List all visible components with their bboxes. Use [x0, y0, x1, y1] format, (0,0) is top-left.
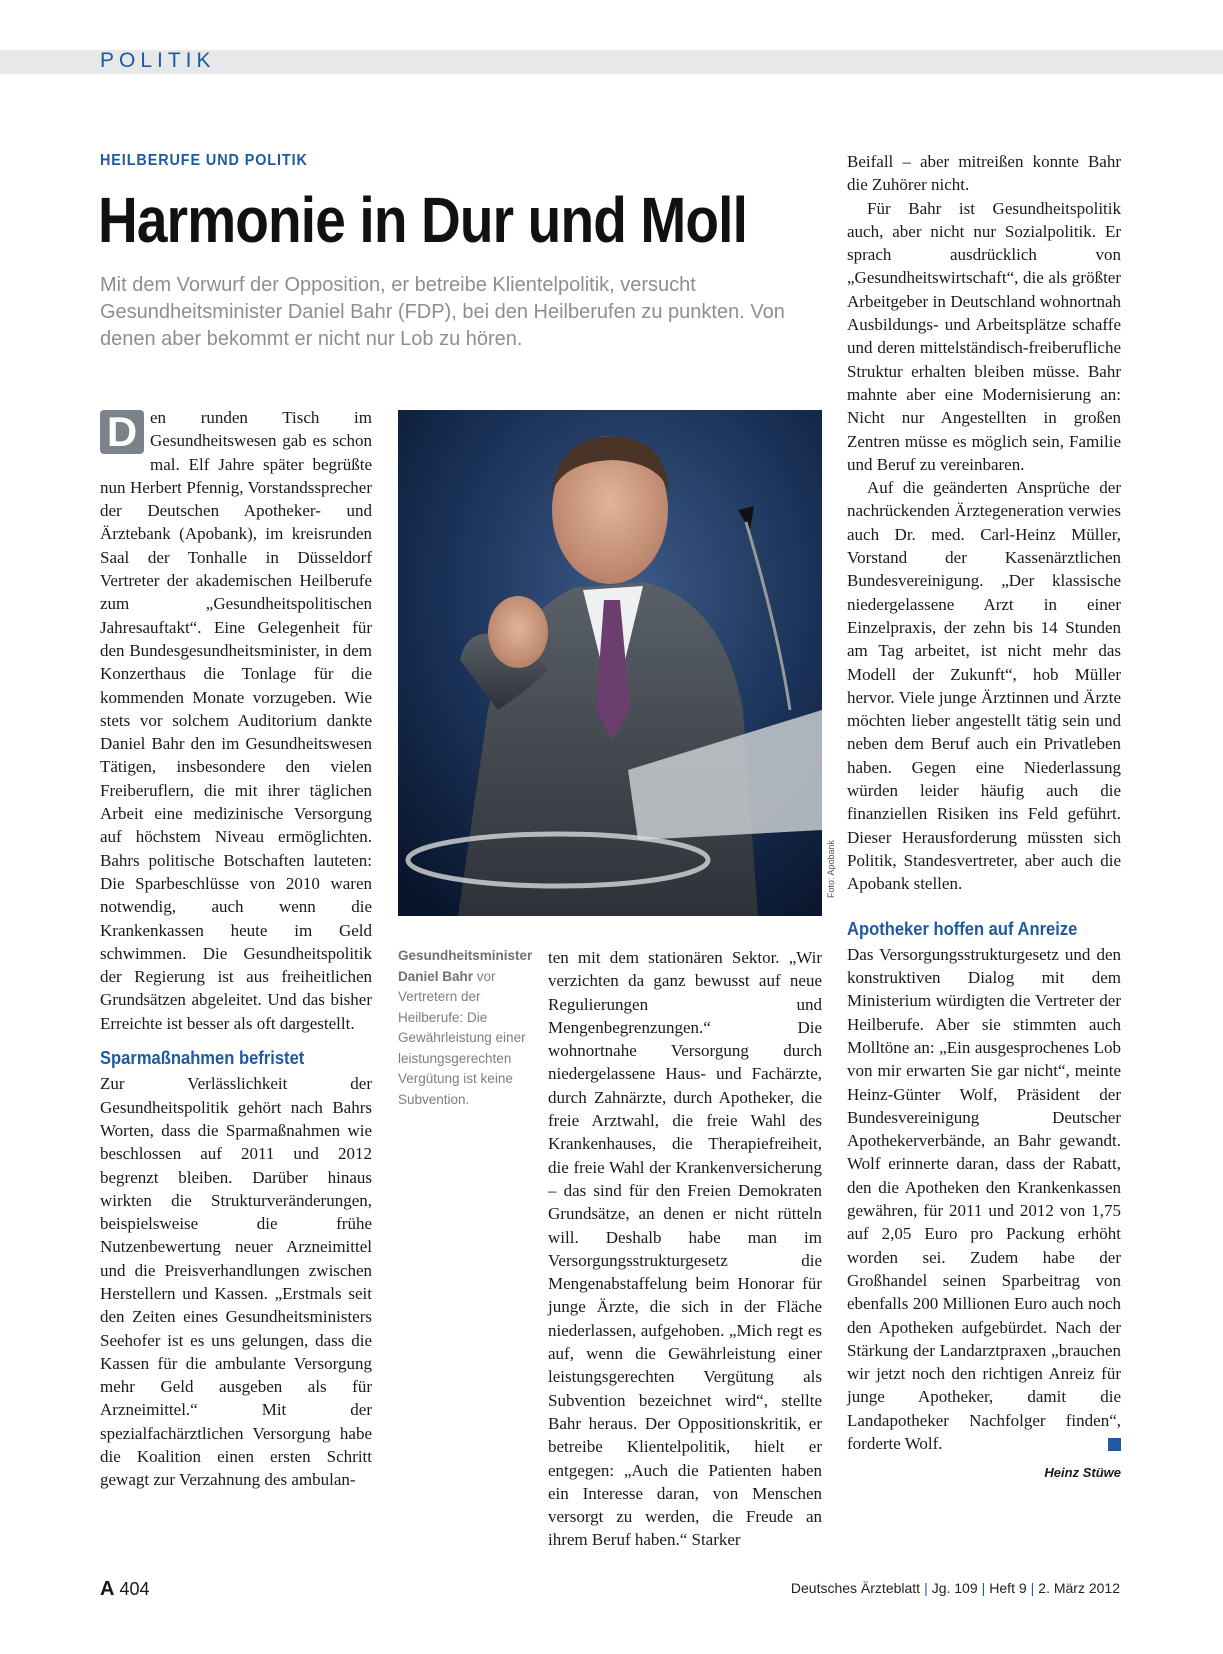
photo-illustration — [398, 410, 822, 916]
separator: | — [924, 1580, 928, 1596]
subheading: Sparmaßnahmen befristet — [100, 1048, 305, 1069]
page-number — [100, 1578, 150, 1601]
section-label: POLITIK — [100, 49, 216, 72]
journal-name: Deutsches Ärzteblatt — [790, 1580, 921, 1596]
headline: Harmonie in Dur und Moll — [98, 184, 748, 256]
paragraph: Zur Verlässlichkeit der Gesundheitspolitik gehört nach Bahrs Worten, dass die Sparmaßnahmen wie beschlossen auf 2011 und 2012 begrenzt bleiben. Darüber hinaus wirkten die Strukturveränderungen, beispielsweise die frühe Nutzenbewertung neuer Arzneimittel und die Preisverhandlungen zwischen Herstellern und Kassen. „Erstmals seit den Zeiten eines Gesundheitsministers Seehofer ist es uns gelungen, dass die Kassen für die ambulante Versorgung mehr Geld ausgeben als für Arzneimittel.“ Mit der spezialfachärztlichen Versorgung habe die Koalition einen ersten Schritt gewagt zur Verzahnung des ambulan- — [100, 1074, 372, 1490]
paragraph: Auf die geänderten Ansprüche der nachrückenden Ärztegeneration verwies auch Dr. med. Carl-Heinz Müller, Vorstand der Kassenärztlichen Bundesvereinigung. „Der klassische niedergelassene Arzt in einer Einzelpraxis, der zehn bis 14 Stunden am Tag arbeitet, ist nicht mehr das Modell der Zukunft“, hob Müller hervor. Viele junge Ärztinnen und Ärzte möchten lieber angestellt tätig sein und neben dem Beruf auch ein Privatleben haben. Gegen eine Niederlassung würden leider häufig auch die finanziellen Risiken ins Feld geführt. Dieser Herausforderung müssten sich Politik, Standesvertreter, aber auch die Apobank stellen. — [847, 478, 1121, 894]
article-column-3 — [548, 946, 822, 1552]
photo-caption — [398, 946, 533, 1110]
end-mark-icon — [1108, 1438, 1121, 1451]
page-footer — [100, 1578, 1120, 1604]
page-number-value: 404 — [119, 1579, 150, 1599]
paragraph-text: Das Versorgungsstrukturgesetz und den konstruktiven Dialog mit dem Ministerium würdigten die Vertreter der Heilberufe. Aber sie stimmten auch Molltöne an: „Ein ausgesprochenes Lob von mir erwarten Sie gar nicht“, meinte Heinz-Günter Wolf, Präsident der Bundesvereinigung Deutscher Apothekerverbände, an Bahr gewandt. Wolf erinnerte daran, dass der Rabatt, den die Apotheken den Krankenkassen gewähren, für 2011 und 2012 von 1,75 auf 2,05 Euro pro Packung erhöht worden sei. Zudem habe der Großhandel seinen Sparbeitrag von ebenfalls 200 Millionen Euro auch noch den Apotheken aufgebürdet. Nach der Stärkung der Landarztpraxen „brauchen wir jetzt noch den richtigen Anreiz für junge Apotheker, damit die Landapotheker Nachfolger finden“, forderte Wolf. — [847, 944, 1121, 1454]
dropcap: D — [100, 410, 144, 454]
issue: Heft 9 — [989, 1580, 1027, 1596]
page-prefix: A — [100, 1578, 115, 1600]
article-photo — [398, 410, 822, 916]
kicker: HEILBERUFE UND POLITIK — [100, 152, 308, 169]
paragraph: Für Bahr ist Gesundheitspolitik auch, aber nicht nur Sozialpolitik. Er sprach ausdrücklich von „Gesundheitswirtschaft“, die als größter Arbeitgeber in Deutschland wohnortnah Ausbildungs- und Arbeitsplätze schaffe und deren mittelständisch-freiberufliche Struktur erhalten bleiben müsse. Bahr mahnte aber eine Modernisierung an: Nicht nur Angestellten in großen Zentren müsse es möglich sein, Familie und Beruf zu vereinbaren. — [847, 198, 1121, 474]
paragraph: ten mit dem stationären Sektor. „Wir verzichten da ganz bewusst auf neue Regulierungen und Mengenbegrenzungen.“ Die wohnortnahe Versorgung durch niedergelassene Haus- und Fachärzte, durch Zahnärzte, durch Apotheker, die freie Arztwahl, die freie Wahl des Krankenhauses, die Therapiefreiheit, die freie Wahl der Krankenversicherung – das sind für den Freien Demokraten Grundsätze, an denen er nicht rütteln will. Deshalb habe man im Versorgungsstrukturgesetz die Mengenabstaffelung beim Honorar für junge Ärzte, die sich in der Fläche niederlassen, aufgehoben. „Mich regt es auf, wenn die Gewährleistung einer leistungsgerechten Vergütung als Subvention bezeichnet wird“, stellte Bahr heraus. Der Oppositionskritik, er betreibe Klientelpolitik, hielt er entgegen: „Auch die Patienten haben ein Interesse daran, von Menschen versorgt zu werden, die Freude an ihrem Beruf haben.“ Starker — [548, 948, 822, 1550]
paragraph — [100, 406, 372, 1035]
date: 2. März 2012 — [1038, 1580, 1120, 1596]
paragraph — [847, 943, 1121, 1456]
photo-credit: Foto: Apobank — [826, 839, 836, 898]
caption-bold: Gesundheitsminister Daniel Bahr — [398, 948, 533, 984]
caption-text: vor Vertretern der Heilberufe: Die Gewährleistung einer leistungsgerechten Vergütung ist keine Subvention. — [398, 968, 526, 1107]
article-column-1 — [100, 406, 372, 1492]
paragraph-text: en runden Tisch im Gesundheitswesen gab es schon mal. Elf Jahre später begrüßte nun Herbert Pfennig, Vorstandssprecher der Deutschen Apotheker- und Ärztebank (Apobank), im kreisrunden Saal der Tonhalle in Düsseldorf Vertreter der akademischen Heilberufe zum „Gesundheitspolitischen Jahresauftakt“. Eine Gelegenheit für den Bundesgesundheitsminister, in dem Konzerthaus die Tonlage für die kommenden Monate vorzugeben. Wie stets vor solchem Auditorium dankte Daniel Bahr den im Gesundheitswesen Tätigen, insbesondere den vielen Freiberuflern, die mit ihrer täglichen Arbeit eine medizinische Versorgung auf höchstem Niveau ermöglichten. Bahrs politische Botschaften lauteten: Die Sparbeschlüsse von 2010 waren notwendig, auch wenn die Krankenkassen heute im Geld schwimmen. Die Gesundheitspolitik der Regierung ist aus freiheitlichen Grundsätzen abgeleitet. Und das bisher Erreichte ist besser als oft dargestellt. — [100, 408, 372, 1033]
volume: Jg. 109 — [931, 1580, 978, 1596]
subheading: Apotheker hoffen auf Anreize — [847, 918, 1078, 939]
article-column-4 — [847, 150, 1121, 1485]
separator: | — [1030, 1580, 1035, 1596]
paragraph: Beifall – aber mitreißen konnte Bahr die Zuhörer nicht. — [847, 152, 1121, 195]
separator: | — [981, 1580, 986, 1596]
lead-paragraph: Mit dem Vorwurf der Opposition, er betreibe Klientelpolitik, versucht Gesundheitsminister Daniel Bahr (FDP), bei den Heilberufen zu punkten. Von denen aber bekommt er nicht nur Lob zu hören. — [100, 274, 785, 350]
imprint — [791, 1580, 1120, 1596]
author: Heinz Stüwe — [1044, 1465, 1121, 1481]
